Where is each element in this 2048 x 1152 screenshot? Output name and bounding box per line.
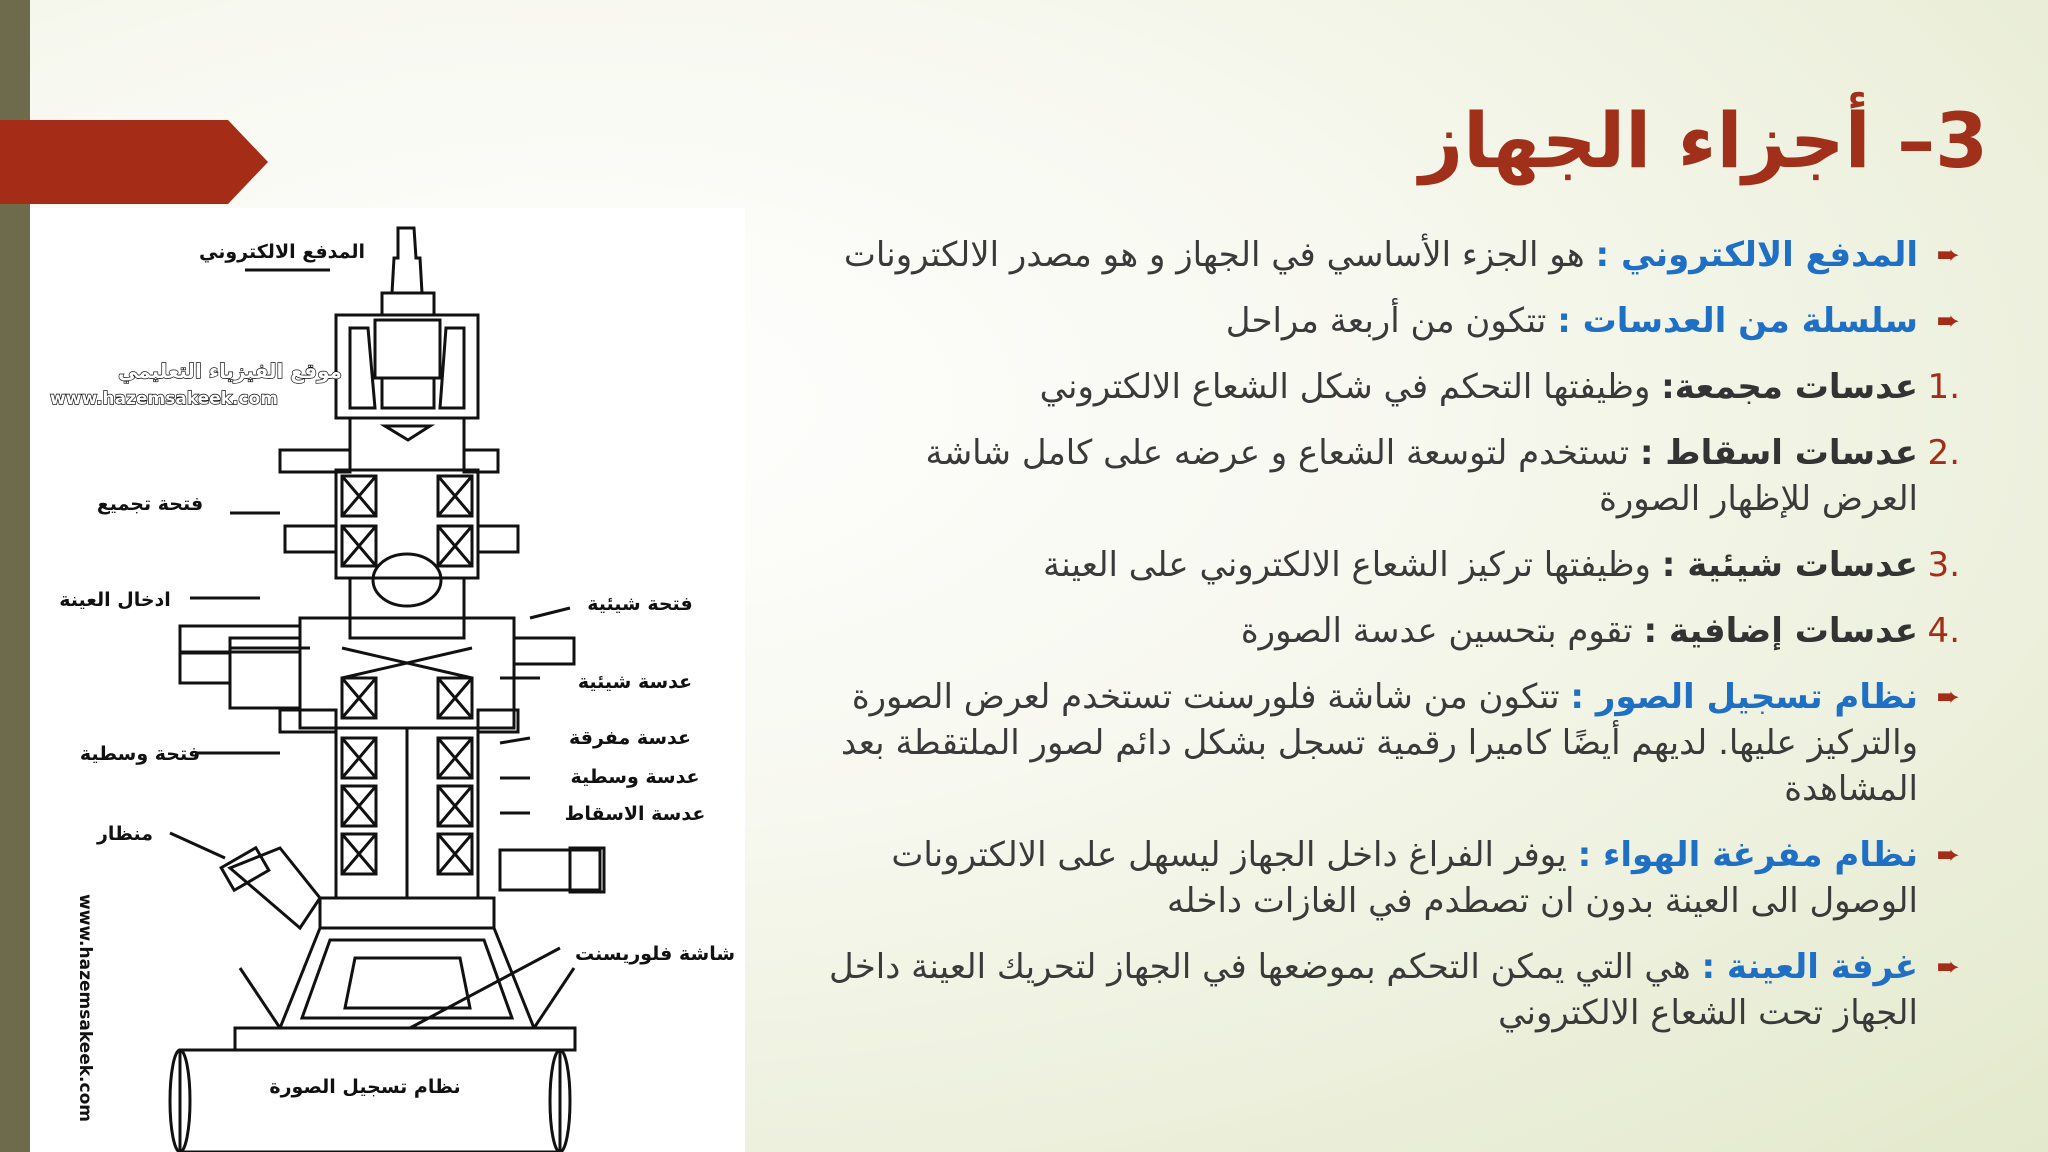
- label-recording: نظام تسجيل الصورة: [269, 1076, 461, 1098]
- accent-arrow: [0, 120, 268, 204]
- list-item-lenses: [820, 298, 1960, 344]
- list-item-projector: [820, 430, 1960, 522]
- item-term: سلسلة من العدسات :: [1557, 301, 1918, 341]
- label-intermediate-aperture: فتحة وسطية: [79, 743, 201, 765]
- item-text: وظيفتها التحكم في شكل الشعاع الالكتروني: [1039, 367, 1662, 407]
- item-text: تتكون من شاشة فلورسنت تستخدم لعرض الصورة والتركيز عليها. لديهم أيضًا كاميرا رقمية تسجل بشكل دائم لصور الملتقطة بعد المشاهدة: [840, 677, 1918, 809]
- list-item-chamber: [820, 944, 1960, 1036]
- label-objective-lens: عدسة شيئية: [577, 671, 693, 693]
- arrow-bullet-icon: ➨: [1936, 838, 1960, 871]
- item-term: غرفة العينة :: [1701, 947, 1918, 987]
- item-term: المدفع الالكتروني :: [1595, 235, 1918, 275]
- label-specimen-entry: ادخال العينة: [59, 589, 171, 611]
- label-viewer: منظار: [96, 823, 154, 845]
- item-number: .3: [1927, 545, 1960, 585]
- item-term: عدسات اسقاط :: [1639, 433, 1918, 473]
- label-condenser-aperture: فتحة تجميع: [96, 493, 204, 515]
- list-item-recording: [820, 674, 1960, 812]
- watermark-url: www.hazemsakeek.com: [50, 389, 278, 409]
- item-number: .2: [1927, 433, 1960, 473]
- content-list: [820, 232, 1960, 1056]
- microscope-diagram: [30, 208, 745, 1152]
- item-text: تقوم بتحسين عدسة الصورة: [1240, 611, 1644, 651]
- label-projector-lens: عدسة الاسقاط: [564, 803, 706, 825]
- item-text: يوفر الفراغ داخل الجهاز ليسهل على الالكترونات الوصول الى العينة بدون ان تصطدم في الغازات داخله: [891, 835, 1918, 921]
- item-text: وظيفتها تركيز الشعاع الالكتروني على العينة: [1043, 545, 1662, 585]
- label-gun: المدفع الالكتروني: [199, 241, 365, 263]
- list-item-additional: [820, 608, 1960, 654]
- item-term: عدسات مجمعة:: [1661, 367, 1918, 407]
- side-url: www.hazemsakeek.com: [75, 894, 95, 1122]
- label-diffraction-lens: عدسة مفرقة: [569, 727, 691, 749]
- watermark-site: موقع الفيزياء التعليمي: [117, 359, 343, 383]
- item-number: .1: [1927, 367, 1960, 407]
- label-objective-aperture: فتحة شيئية: [587, 593, 693, 615]
- arrow-bullet-icon: ➨: [1936, 304, 1960, 337]
- item-term: نظام تسجيل الصور :: [1570, 677, 1918, 717]
- arrow-bullet-icon: ➨: [1936, 950, 1960, 983]
- slide-title: 3– أجزاء الجهاز: [1419, 96, 1988, 185]
- item-text: هو الجزء الأساسي في الجهاز و هو مصدر الالكترونات: [843, 235, 1596, 275]
- list-item-gun: [820, 232, 1960, 278]
- item-term: عدسات شيئية :: [1661, 545, 1918, 585]
- item-term: عدسات إضافية :: [1643, 611, 1918, 651]
- list-item-objective: [820, 542, 1960, 588]
- arrow-bullet-icon: ➨: [1936, 680, 1960, 713]
- item-text: هي التي يمكن التحكم بموضعها في الجهاز لتحريك العينة داخل الجهاز تحت الشعاع الالكتروني: [828, 947, 1918, 1033]
- item-term: نظام مفرغة الهواء :: [1577, 835, 1918, 875]
- list-item-vacuum: [820, 832, 1960, 924]
- item-number: .4: [1927, 611, 1960, 651]
- arrow-bullet-icon: ➨: [1936, 238, 1960, 271]
- item-text: تتكون من أربعة مراحل: [1225, 301, 1558, 341]
- item-text: تستخدم لتوسعة الشعاع و عرضه على كامل شاشة العرض للإظهار الصورة: [925, 433, 1918, 519]
- label-screen: شاشة فلوريسنت: [574, 943, 736, 965]
- label-intermediate-lens: عدسة وسطية: [570, 766, 700, 788]
- list-item-condenser: [820, 364, 1960, 410]
